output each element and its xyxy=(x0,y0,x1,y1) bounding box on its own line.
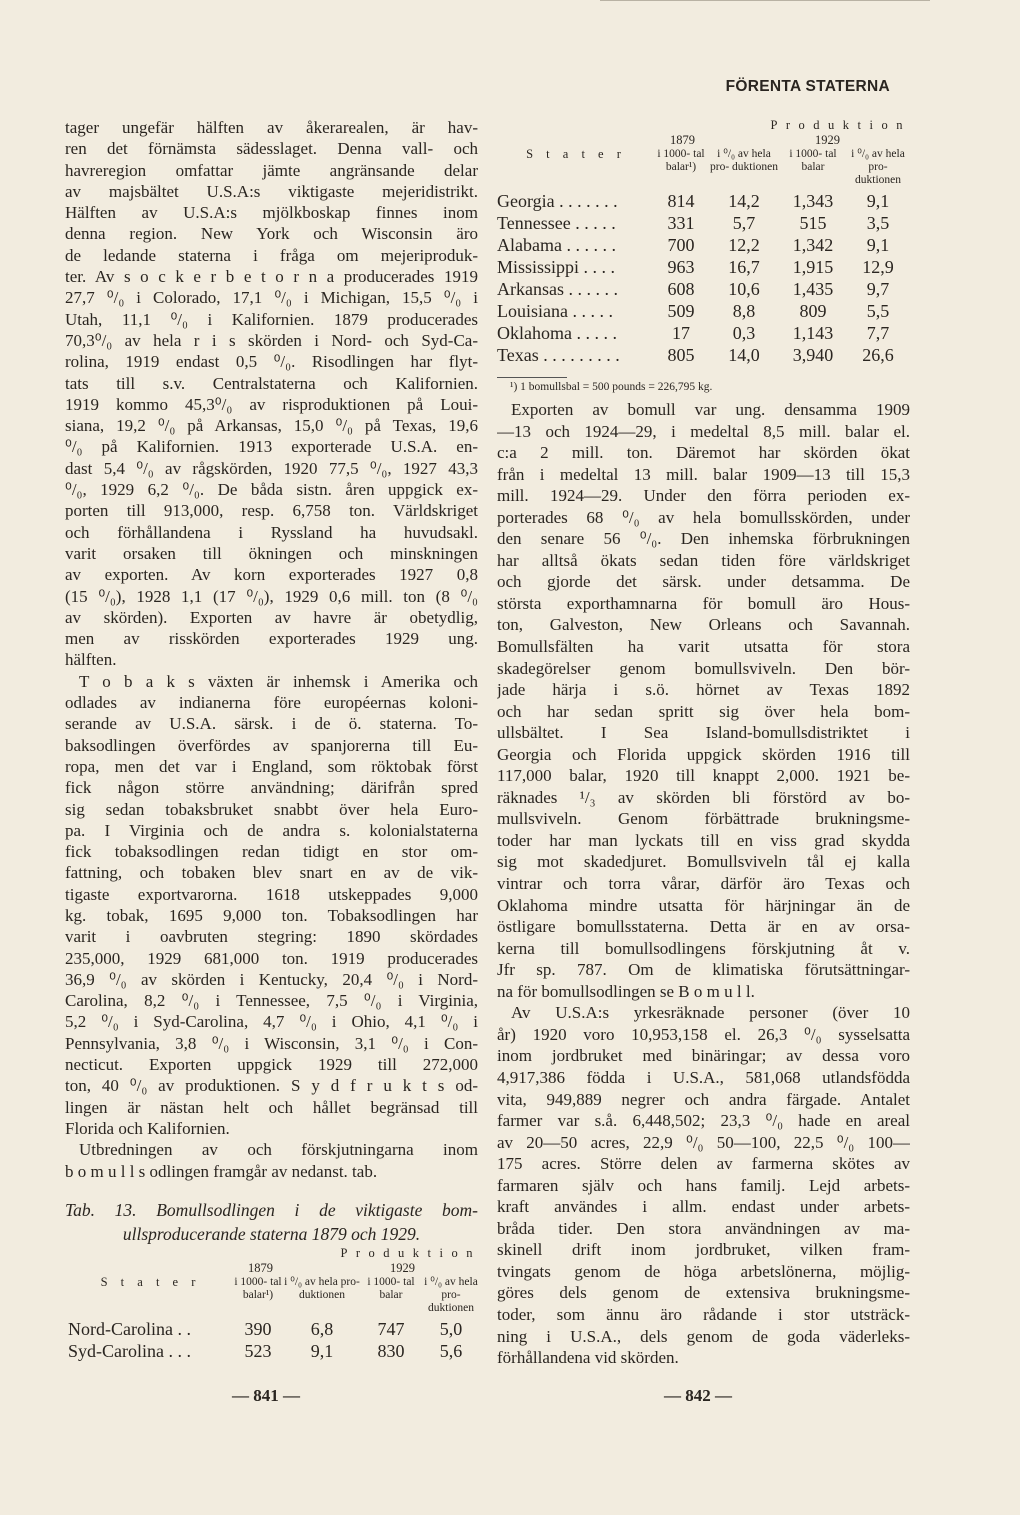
column-header-state: S t a t e r xyxy=(100,1275,201,1289)
text-line: Florida och Kalifornien. xyxy=(65,1118,230,1138)
table-cell: 9,1 xyxy=(310,1341,334,1361)
table-cell: 8,8 xyxy=(732,301,756,321)
state-name: Alabama . . . . . . xyxy=(497,235,616,255)
text-line: 36,9 ⁰/₀ av skörden i Kentucky, 20,4 ⁰/₀ i Nord- xyxy=(65,969,478,989)
table-cell: 963 xyxy=(667,257,695,277)
text-line: baksodlingen överfördes av spanjorerna till Eu- xyxy=(65,735,478,755)
text-line: Carolina, 8,2 ⁰/₀ i Tennessee, 7,5 ⁰/₀ i Virginia, xyxy=(65,991,478,1011)
text-line: och har sedan spritt sig över hela bom- xyxy=(497,701,910,721)
state-name: Nord-Carolina . . xyxy=(68,1319,191,1339)
right-text-column xyxy=(497,399,910,1369)
text-line: pa. I Virginia och de andra s. kolonialstaterna xyxy=(65,820,478,840)
text-line: 175 acres. Större delen av farmerna skötes av xyxy=(497,1154,910,1174)
table-cell: 12,9 xyxy=(862,257,894,277)
text-line: göres dels genom de extensiva brukningsme- xyxy=(497,1283,910,1303)
text-line: varit i oavbruten stegring: 1890 skördades xyxy=(65,927,478,947)
text-line: och förhållandena i Ryssland ha huvudsakl. xyxy=(65,522,478,542)
state-name: Georgia . . . . . . . xyxy=(497,191,618,211)
text-line: siana, 19,2 ⁰/₀ på Arkansas, 15,0 ⁰/₀ på Texas, 19,6 xyxy=(65,416,478,436)
table-row xyxy=(497,278,911,300)
state-name: Mississippi . . . . xyxy=(497,257,616,277)
table-cell: 5,0 xyxy=(439,1319,463,1339)
column-headers xyxy=(497,148,911,187)
text-line: c:a 2 mill. ton. Däremot har skörden ökat xyxy=(497,443,910,463)
text-line: 27,7 ⁰/₀ i Colorado, 17,1 ⁰/₀ i Michigan, 15,5 ⁰/₀ i xyxy=(65,288,478,308)
text-line: den senare 56 ⁰/₀. Den inhemska förbrukningen xyxy=(497,529,910,549)
table-cell: 5,5 xyxy=(866,301,890,321)
text-line: ullsbältet. I Sea Island-bomullsdistriktet i xyxy=(497,723,910,743)
text-line: Jfr sp. 787. Om de klimatiska förutsättningar- xyxy=(497,960,910,980)
top-rule xyxy=(600,0,930,1)
state-name: Arkansas . . . . . . xyxy=(497,279,618,299)
text-line: fattning, och tobaken blev snart en av de vik- xyxy=(65,863,478,883)
text-line: 4,917,386 födda i U.S.A., 581,068 utlandsfödda xyxy=(497,1067,910,1087)
table-cell: 814 xyxy=(667,191,695,211)
text-line: ⁰/₀, 1929 6,2 ⁰/₀. De båda sistn. åren uppgick ex- xyxy=(65,480,478,500)
text-line: och gjorde det särsk. under detsamma. De xyxy=(497,572,910,592)
table-cell: 9,1 xyxy=(866,191,890,211)
text-line: Utah, 11,1 ⁰/₀ i Kalifornien. 1879 producerades xyxy=(65,309,478,329)
text-line: T o b a k s växten är inhemsk i Amerika och xyxy=(79,671,478,691)
state-name: Louisiana . . . . . xyxy=(497,301,613,321)
text-line: Oklahoma mindre utsatta för härjningar än de xyxy=(497,895,910,915)
text-line: skadegörelser genom bomullsviveln. Den bör- xyxy=(497,658,910,678)
text-line: vintrar och torra vårar, därför äro Texas och xyxy=(497,874,910,894)
table-cell: 14,0 xyxy=(728,345,760,365)
caption-line: ullsproducerande staterna 1879 och 1929. xyxy=(122,1224,421,1244)
table-cell: 830 xyxy=(377,1341,405,1361)
text-line: östligare bomullsstaterna. Detta är en av orsa- xyxy=(497,917,910,937)
text-line: toder har man lyckats till en viss grad skydda xyxy=(497,830,910,850)
column-header: i ⁰/₀ av hela pro- duktionen xyxy=(424,1276,478,1314)
text-line: mill. 1924—29. Under den förra perioden ex- xyxy=(497,486,910,506)
state-name: Texas . . . . . . . . . xyxy=(497,345,620,365)
state-name: Oklahoma . . . . . xyxy=(497,323,617,343)
table-cell: 9,1 xyxy=(866,235,890,255)
cotton-table-states xyxy=(497,118,911,366)
text-line: ning i U.S.A., dels genom de goda väderleks- xyxy=(497,1326,910,1346)
text-line: skinell drift inom jordbruket, vilken fram- xyxy=(497,1240,910,1260)
table-cell: 515 xyxy=(799,213,827,233)
table-cell: 1,343 xyxy=(792,191,834,211)
table-row xyxy=(68,1318,481,1340)
text-line: år) 1920 voro 10,953,158 el. 26,3 ⁰/₀ sysselsatta xyxy=(497,1024,910,1044)
group-header: Produktion xyxy=(340,1246,481,1260)
table-cell: 9,7 xyxy=(866,279,890,299)
column-header: i 1000- tal balar xyxy=(367,1276,415,1301)
table-cell: 1,342 xyxy=(792,235,834,255)
table-cell: 747 xyxy=(377,1319,405,1339)
year-header: 1879 xyxy=(248,1261,273,1275)
group-header: Produktion xyxy=(770,118,911,132)
text-line: Bomullsfälten ha varit utsatta för stora xyxy=(497,637,910,657)
text-line: ter. Av s o c k e r b e t o r n a producerades 1919 xyxy=(65,267,478,287)
table-cell: 0,3 xyxy=(732,323,756,343)
text-line: men av risskörden exporterades 1929 ung. xyxy=(65,629,478,649)
page-number-left: — 841 — xyxy=(232,1386,300,1405)
text-line: hälften. xyxy=(65,650,117,670)
table-row xyxy=(68,1340,481,1362)
column-header-state: S t a t e r xyxy=(526,147,626,161)
table-cell: 1,143 xyxy=(792,323,834,343)
table-cell: 809 xyxy=(799,301,827,321)
text-line: mullsviveln. Genom förbättrade brukningsme- xyxy=(497,809,910,829)
text-line: porten till 913,000, resp. 6,758 ton. Världskriget xyxy=(65,501,478,521)
text-line: denna region. New York och Wisconsin äro xyxy=(65,224,478,244)
text-line: kraft användes i allm. endast under arbets- xyxy=(497,1197,910,1217)
table-cell: 1,915 xyxy=(792,257,834,277)
column-header: i 1000- tal balar¹) xyxy=(234,1276,282,1301)
table-cell: 390 xyxy=(244,1319,272,1339)
table-cell: 14,2 xyxy=(728,191,760,211)
table-cell: 700 xyxy=(667,235,695,255)
text-line: ropa, men det var i England, som röktobak först xyxy=(65,756,478,776)
text-line: lingen är nästan helt och hållet begränsad till xyxy=(65,1097,478,1117)
text-line: farmaren själv och hans familj. Lejd arbets- xyxy=(497,1175,910,1195)
text-line: vita, 949,889 negrer och andra färgade. Antalet xyxy=(497,1089,910,1109)
text-line: Hälften av U.S.A:s mjölkboskap finnes inom xyxy=(65,203,478,223)
table-cell: 3,940 xyxy=(792,345,834,365)
table-cell: 5,6 xyxy=(439,1341,463,1361)
table-cell: 608 xyxy=(667,279,695,299)
table-caption xyxy=(65,1198,478,1246)
table-row xyxy=(497,212,911,234)
table-cell: 3,5 xyxy=(866,213,890,233)
text-line: 5,2 ⁰/₀ i Syd-Carolina, 4,7 ⁰/₀ i Ohio, 4,1 ⁰/₀ i xyxy=(65,1012,478,1032)
table-row xyxy=(497,234,911,256)
table-cell: 509 xyxy=(667,301,695,321)
table-cell: 12,2 xyxy=(728,235,760,255)
column-header: i ⁰/₀ av hela pro- duktionen xyxy=(709,148,779,173)
text-line: 1919 kommo 45,3⁰/₀ av risproduktionen på Loui- xyxy=(65,394,478,414)
text-line: största exporthamnarna för bomull äro Hous- xyxy=(497,593,910,613)
column-header: i ⁰/₀ av hela pro- duktionen xyxy=(284,1276,360,1301)
text-line: Exporten av bomull var ung. densamma 1909 xyxy=(511,400,910,419)
table-row xyxy=(497,322,911,344)
text-line: tager ungefär hälften av åkerarealen, är hav- xyxy=(65,118,478,137)
table-cell: 16,7 xyxy=(728,257,760,277)
running-head: FÖRENTA STATERNA xyxy=(725,78,890,95)
text-line: toder, som ännu äro rådande i stor utsträck- xyxy=(497,1304,910,1324)
text-line: (15 ⁰/₀), 1928 1,1 (17 ⁰/₀), 1929 0,6 mill. ton (8 ⁰/₀ xyxy=(65,586,478,606)
text-line: Pennsylvania, 3,8 ⁰/₀ i Wisconsin, 3,1 ⁰/₀ i Con- xyxy=(65,1033,478,1053)
text-line: havreregion omfattar jämte angränsande delar xyxy=(65,160,478,180)
state-name: Syd-Carolina . . . xyxy=(68,1341,191,1361)
text-line: bråda tider. Den stora användningen av ma- xyxy=(497,1218,910,1238)
table-cell: 5,7 xyxy=(732,213,756,233)
text-line: odlades av indianerna före européernas koloni- xyxy=(65,693,478,713)
table-row xyxy=(497,190,911,212)
table-cell: 523 xyxy=(244,1341,272,1361)
text-line: ton, Galveston, New Orleans och Savannah. xyxy=(497,615,910,635)
text-line: ⁰/₀ på Kalifornien. 1913 exporterade U.S.A. en- xyxy=(65,437,478,457)
text-line: fick någon större användning; därifrån spred xyxy=(65,778,478,798)
year-header: 1879 xyxy=(670,133,695,147)
text-line: räknades ¹/₃ av skörden bli förstörd av bo- xyxy=(497,787,910,807)
text-line: farmer var s.å. 6,448,502; 23,3 ⁰/₀ hade en areal xyxy=(497,1111,910,1131)
table-cell: 1,435 xyxy=(792,279,834,299)
text-line: serande av U.S.A. särsk. i de ö. staterna. To- xyxy=(65,714,478,734)
column-headers xyxy=(68,1276,481,1315)
text-line: porterades 68 ⁰/₀ av hela bomullsskörden, under xyxy=(497,507,910,527)
text-line: tats till s.v. Centralstaterna och Kalifornien. xyxy=(65,373,478,393)
table-cell: 26,6 xyxy=(862,345,894,365)
text-line: de ledande staterna i fråga om mejeriproduk- xyxy=(65,245,478,265)
text-line: jade härja i s.ö. hörnet av Texas 1892 xyxy=(497,680,910,700)
text-line: av majsbältet U.S.A:s viktigaste mejeridistrikt. xyxy=(65,181,478,201)
text-line: varit orsaken till ökningen och minskningen xyxy=(65,543,478,563)
text-line: av skörden). Exporten av havre är obetydlig, xyxy=(65,607,478,627)
text-line: kg. tobak, 1695 9,000 ton. Tobaksodlingen har xyxy=(65,905,478,925)
table-cell: 7,7 xyxy=(866,323,890,343)
table-row xyxy=(497,344,911,366)
text-line: av exporten. Av korn exporterades 1927 0,8 xyxy=(65,565,478,585)
footnote: ¹) 1 bomullsbal = 500 pounds = 226,795 kg. xyxy=(510,381,713,393)
text-line: inom jordbruket med binäringar; av dessa voro xyxy=(497,1046,910,1066)
table-row xyxy=(497,300,911,322)
text-line: kerna till bomullsodlingens förskjutning åt v. xyxy=(497,938,910,958)
text-line: sig sedan tobaksbruket snabbt över hela Euro- xyxy=(65,799,478,819)
text-line: Georgia och Florida uppgick skörden 1916 till xyxy=(497,744,910,764)
column-header: i 1000- tal balar xyxy=(789,148,837,173)
text-line: ren det förnämsta sädesslaget. Denna vall- och xyxy=(65,139,478,159)
footnote-rule xyxy=(497,377,567,378)
table-row xyxy=(497,256,911,278)
text-line: sig mot skadedjuret. Bomullsviveln tål ej kalla xyxy=(497,852,910,872)
left-text-column xyxy=(65,117,478,1182)
year-headers xyxy=(497,133,911,148)
table-cell: 331 xyxy=(667,213,695,233)
text-line: 235,000, 1929 681,000 ton. 1919 producerades xyxy=(65,948,478,968)
text-line: Av U.S.A:s yrkesräknade personer (över 10 xyxy=(511,1003,910,1023)
text-line: av 20—50 acres, 22,9 ⁰/₀ 50—100, 22,5 ⁰/₀ 100— xyxy=(497,1132,910,1152)
text-line: na för bomullsodlingen se B o m u l l. xyxy=(497,981,755,1001)
page-number-right: — 842 — xyxy=(664,1386,732,1405)
column-header: i ⁰/₀ av hela pro- duktionen xyxy=(851,148,905,186)
table-cell: 17 xyxy=(672,323,690,343)
text-line: fick tobaksodlingen redan tidigt en stor om- xyxy=(65,842,478,862)
column-header: i 1000- tal balar¹) xyxy=(657,148,705,173)
text-line: —13 och 1924—29, i medeltal 8,5 mill. balar el. xyxy=(497,421,910,441)
state-name: Tennessee . . . . . xyxy=(497,213,616,233)
text-line: Utbredningen av och förskjutningarna inom xyxy=(79,1140,478,1160)
caption-line: Tab. 13. Bomullsodlingen i de viktigaste bom- xyxy=(65,1200,478,1220)
table-cell: 10,6 xyxy=(728,279,760,299)
text-line: från i medeltal 13 mill. balar 1909—13 till 15,3 xyxy=(497,464,910,484)
text-line: rolina, 1919 endast 0,5 ⁰/₀. Risodlingen har flyt- xyxy=(65,352,478,372)
text-line: har alltså ökats sedan tiden före världskriget xyxy=(497,550,910,570)
year-header: 1929 xyxy=(390,1261,415,1275)
text-line: b o m u l l s odlingen framgår av nedanst. tab. xyxy=(65,1161,378,1181)
text-line: tigaste exportvarorna. 1618 utskeppades 9,000 xyxy=(65,884,478,904)
text-line: necticut. Exporten uppgick 1929 till 272,000 xyxy=(65,1055,478,1075)
text-line: förhållandena vid skörden. xyxy=(497,1348,679,1368)
text-line: 70,3⁰/₀ av hela r i s skörden i Nord- och Syd-Ca- xyxy=(65,330,478,350)
table-cell: 6,8 xyxy=(310,1319,334,1339)
year-headers xyxy=(68,1261,481,1276)
table-cell: 805 xyxy=(667,345,695,365)
text-line: tvingats genom de höga arbetslönerna, möjlig- xyxy=(497,1261,910,1281)
text-line: ton, 40 ⁰/₀ av produktionen. S y d f r u k t s od- xyxy=(65,1076,478,1096)
text-line: dast 5,4 ⁰/₀ av rågskörden, 1920 77,5 ⁰/₀, 1927 43,3 xyxy=(65,458,478,478)
cotton-table-carolinas xyxy=(68,1246,481,1362)
year-header: 1929 xyxy=(815,133,840,147)
text-line: 117,000 balar, 1920 till knappt 2,000. 1921 be- xyxy=(497,766,910,786)
